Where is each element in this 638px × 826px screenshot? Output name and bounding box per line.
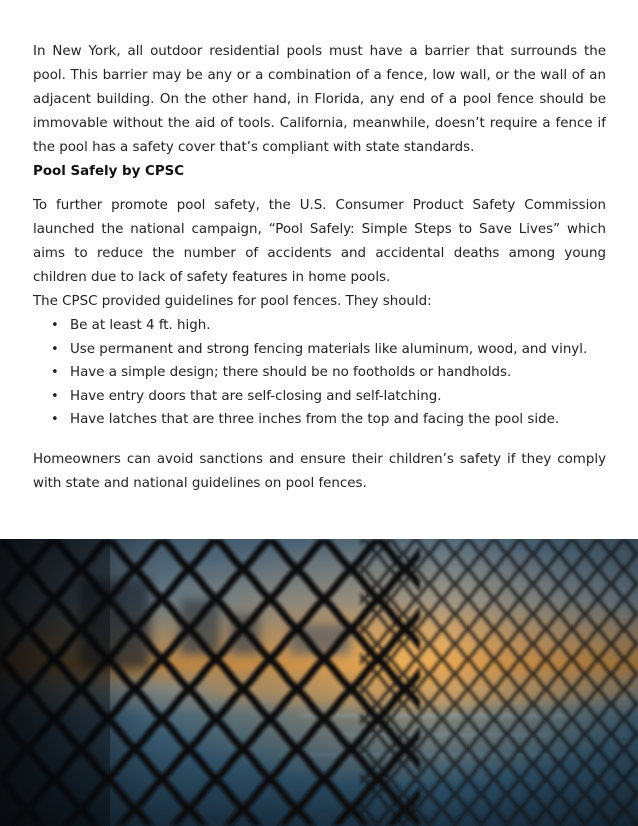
list-item-text: Be at least 4 ft. high. bbox=[70, 318, 211, 333]
fence-photo-svg bbox=[0, 539, 638, 826]
chain-link-fence-photo bbox=[0, 539, 638, 826]
list-item bbox=[51, 314, 606, 338]
bullet-icon: • bbox=[51, 388, 59, 404]
list-item-text: Have entry doors that are self-closing and self-latching. bbox=[70, 388, 442, 404]
paragraph-guidelines-intro: The CPSC provided guidelines for pool fences. They should: bbox=[33, 294, 432, 309]
list-item-text: Have latches that are three inches from the top and facing the pool side. bbox=[70, 412, 560, 428]
paragraph-conclusion: Homeowners can avoid sanctions and ensure their children’s safety if they comply with state and national guidelines on pool fences. bbox=[33, 451, 606, 491]
list-item bbox=[51, 408, 606, 432]
bullet-icon: • bbox=[51, 341, 59, 357]
paragraph-state-laws: In New York, all outdoor residential pools must have a barrier that surrounds the pool. This barrier may be any or a combination of a fence, low wall, or the wall of an adjacent building. On the other hand, in Florida, any end of a pool fence should be immovable without the aid of tools. California, meanwhile, doesn’t require a fence if the pool has a safety cover that’s compliant with state standards. bbox=[33, 44, 606, 155]
list-item bbox=[51, 338, 606, 362]
document-body bbox=[33, 40, 606, 496]
bullet-icon: • bbox=[51, 318, 59, 333]
list-item bbox=[51, 361, 606, 385]
guidelines-list bbox=[33, 314, 606, 432]
section-heading: Pool Safely by CPSC bbox=[33, 164, 185, 179]
list-item-text: Have a simple design; there should be no footholds or handholds. bbox=[70, 365, 512, 381]
list-item bbox=[51, 385, 606, 409]
paragraph-cpsc-campaign: To further promote pool safety, the U.S. Consumer Product Safety Commission launched the national campaign, “Pool Safely: Simple Steps to Save Lives” which aims to reduce the number of accidents and accidental deaths among young children due to lack of safety features in home pools. bbox=[33, 198, 606, 285]
bullet-icon: • bbox=[51, 412, 59, 428]
list-item-text: Use permanent and strong fencing materials like aluminum, wood, and vinyl. bbox=[70, 341, 588, 357]
bullet-icon: • bbox=[51, 365, 59, 381]
